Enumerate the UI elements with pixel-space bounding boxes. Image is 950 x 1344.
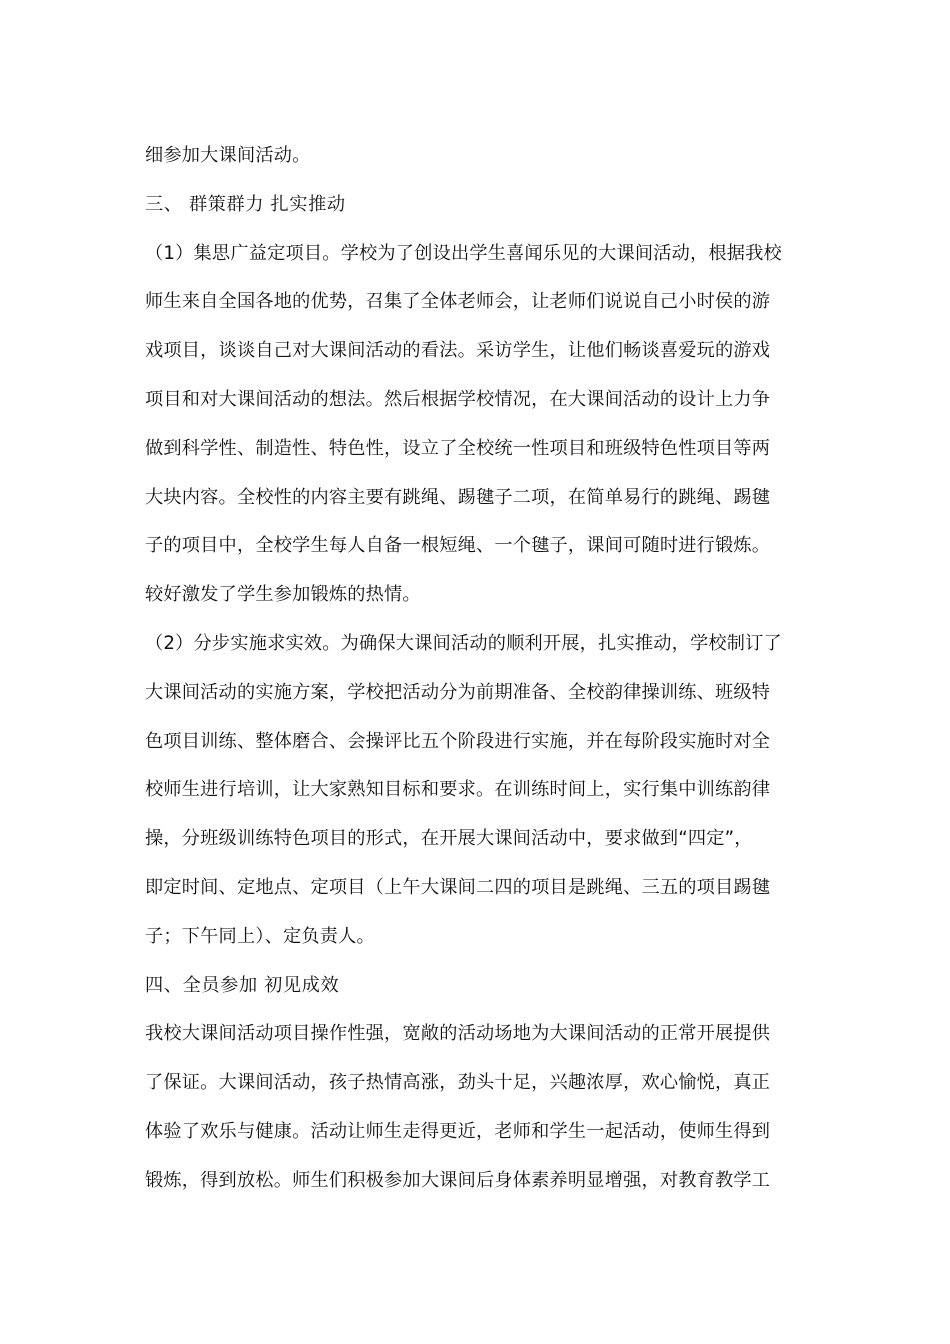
text-line: 子的项目中，全校学生每人自备一根短绳、一个毽子，课间可随时进行锻炼。 (145, 535, 771, 557)
section-heading: 三、 群策群力 扎实推动 (145, 193, 346, 215)
text-line: 校师生进行培训，让大家熟知目标和要求。在训练时间上，实行集中训练韵律 (145, 779, 771, 801)
text-line: 做到科学性、制造性、特色性，设立了全校统一性项目和班级特色性项目等两 (145, 437, 771, 459)
text-line: 色项目训练、整体磨合、会操评比五个阶段进行实施，并在每阶段实施时对全 (145, 730, 771, 752)
text-line: 大课间活动的实施方案，学校把活动分为前期准备、全校韵律操训练、班级特 (145, 681, 771, 703)
text-line: 了保证。大课间活动，孩子热情高涨，劲头十足，兴趣浓厚，欢心愉悦，真正 (145, 1072, 771, 1094)
text-line: 师生来自全国各地的优势，召集了全体老师会，让老师们说说自己小时侯的游 (145, 291, 771, 313)
text-line: 子；下午同上）、定负责人。 (145, 925, 375, 947)
text-line: （1）集思广益定项目。学校为了创设出学生喜闻乐见的大课间活动，根据我校 (145, 242, 782, 264)
text-line: 即定时间、定地点、定项目（上午大课间二四的项目是跳绳、三五的项目踢毽 (145, 876, 771, 898)
text-line: 操，分班级训练特色项目的形式，在开展大课间活动中，要求做到“四定”， (145, 828, 753, 850)
section-heading: 四、全员参加 初见成效 (145, 974, 340, 996)
text-line: 戏项目，谈谈自己对大课间活动的看法。采访学生，让他们畅谈喜爱玩的游戏 (145, 340, 771, 362)
text-line: 细参加大课间活动。 (145, 145, 311, 166)
text-line: 我校大课间活动项目操作性强，宽敞的活动场地为大课间活动的正常开展提供 (145, 1023, 771, 1045)
text-line: 较好激发了学生参加锻炼的热情。 (145, 584, 421, 606)
text-line: 体验了欢乐与健康。活动让师生走得更近，老师和学生一起活动，使师生得到 (145, 1120, 771, 1142)
text-line: 锻炼，得到放松。师生们积极参加大课间后身体素养明显增强，对教育教学工 (145, 1169, 771, 1191)
document-body (145, 132, 811, 1206)
text-line: 项目和对大课间活动的想法。然后根据学校情况，在大课间活动的设计上力争 (145, 388, 771, 410)
text-line: （2）分步实施求实效。为确保大课间活动的顺利开展，扎实推动，学校制订了 (145, 632, 782, 654)
text-line: 大块内容。全校性的内容主要有跳绳、踢毽子二项，在简单易行的跳绳、踢毽 (145, 486, 771, 508)
